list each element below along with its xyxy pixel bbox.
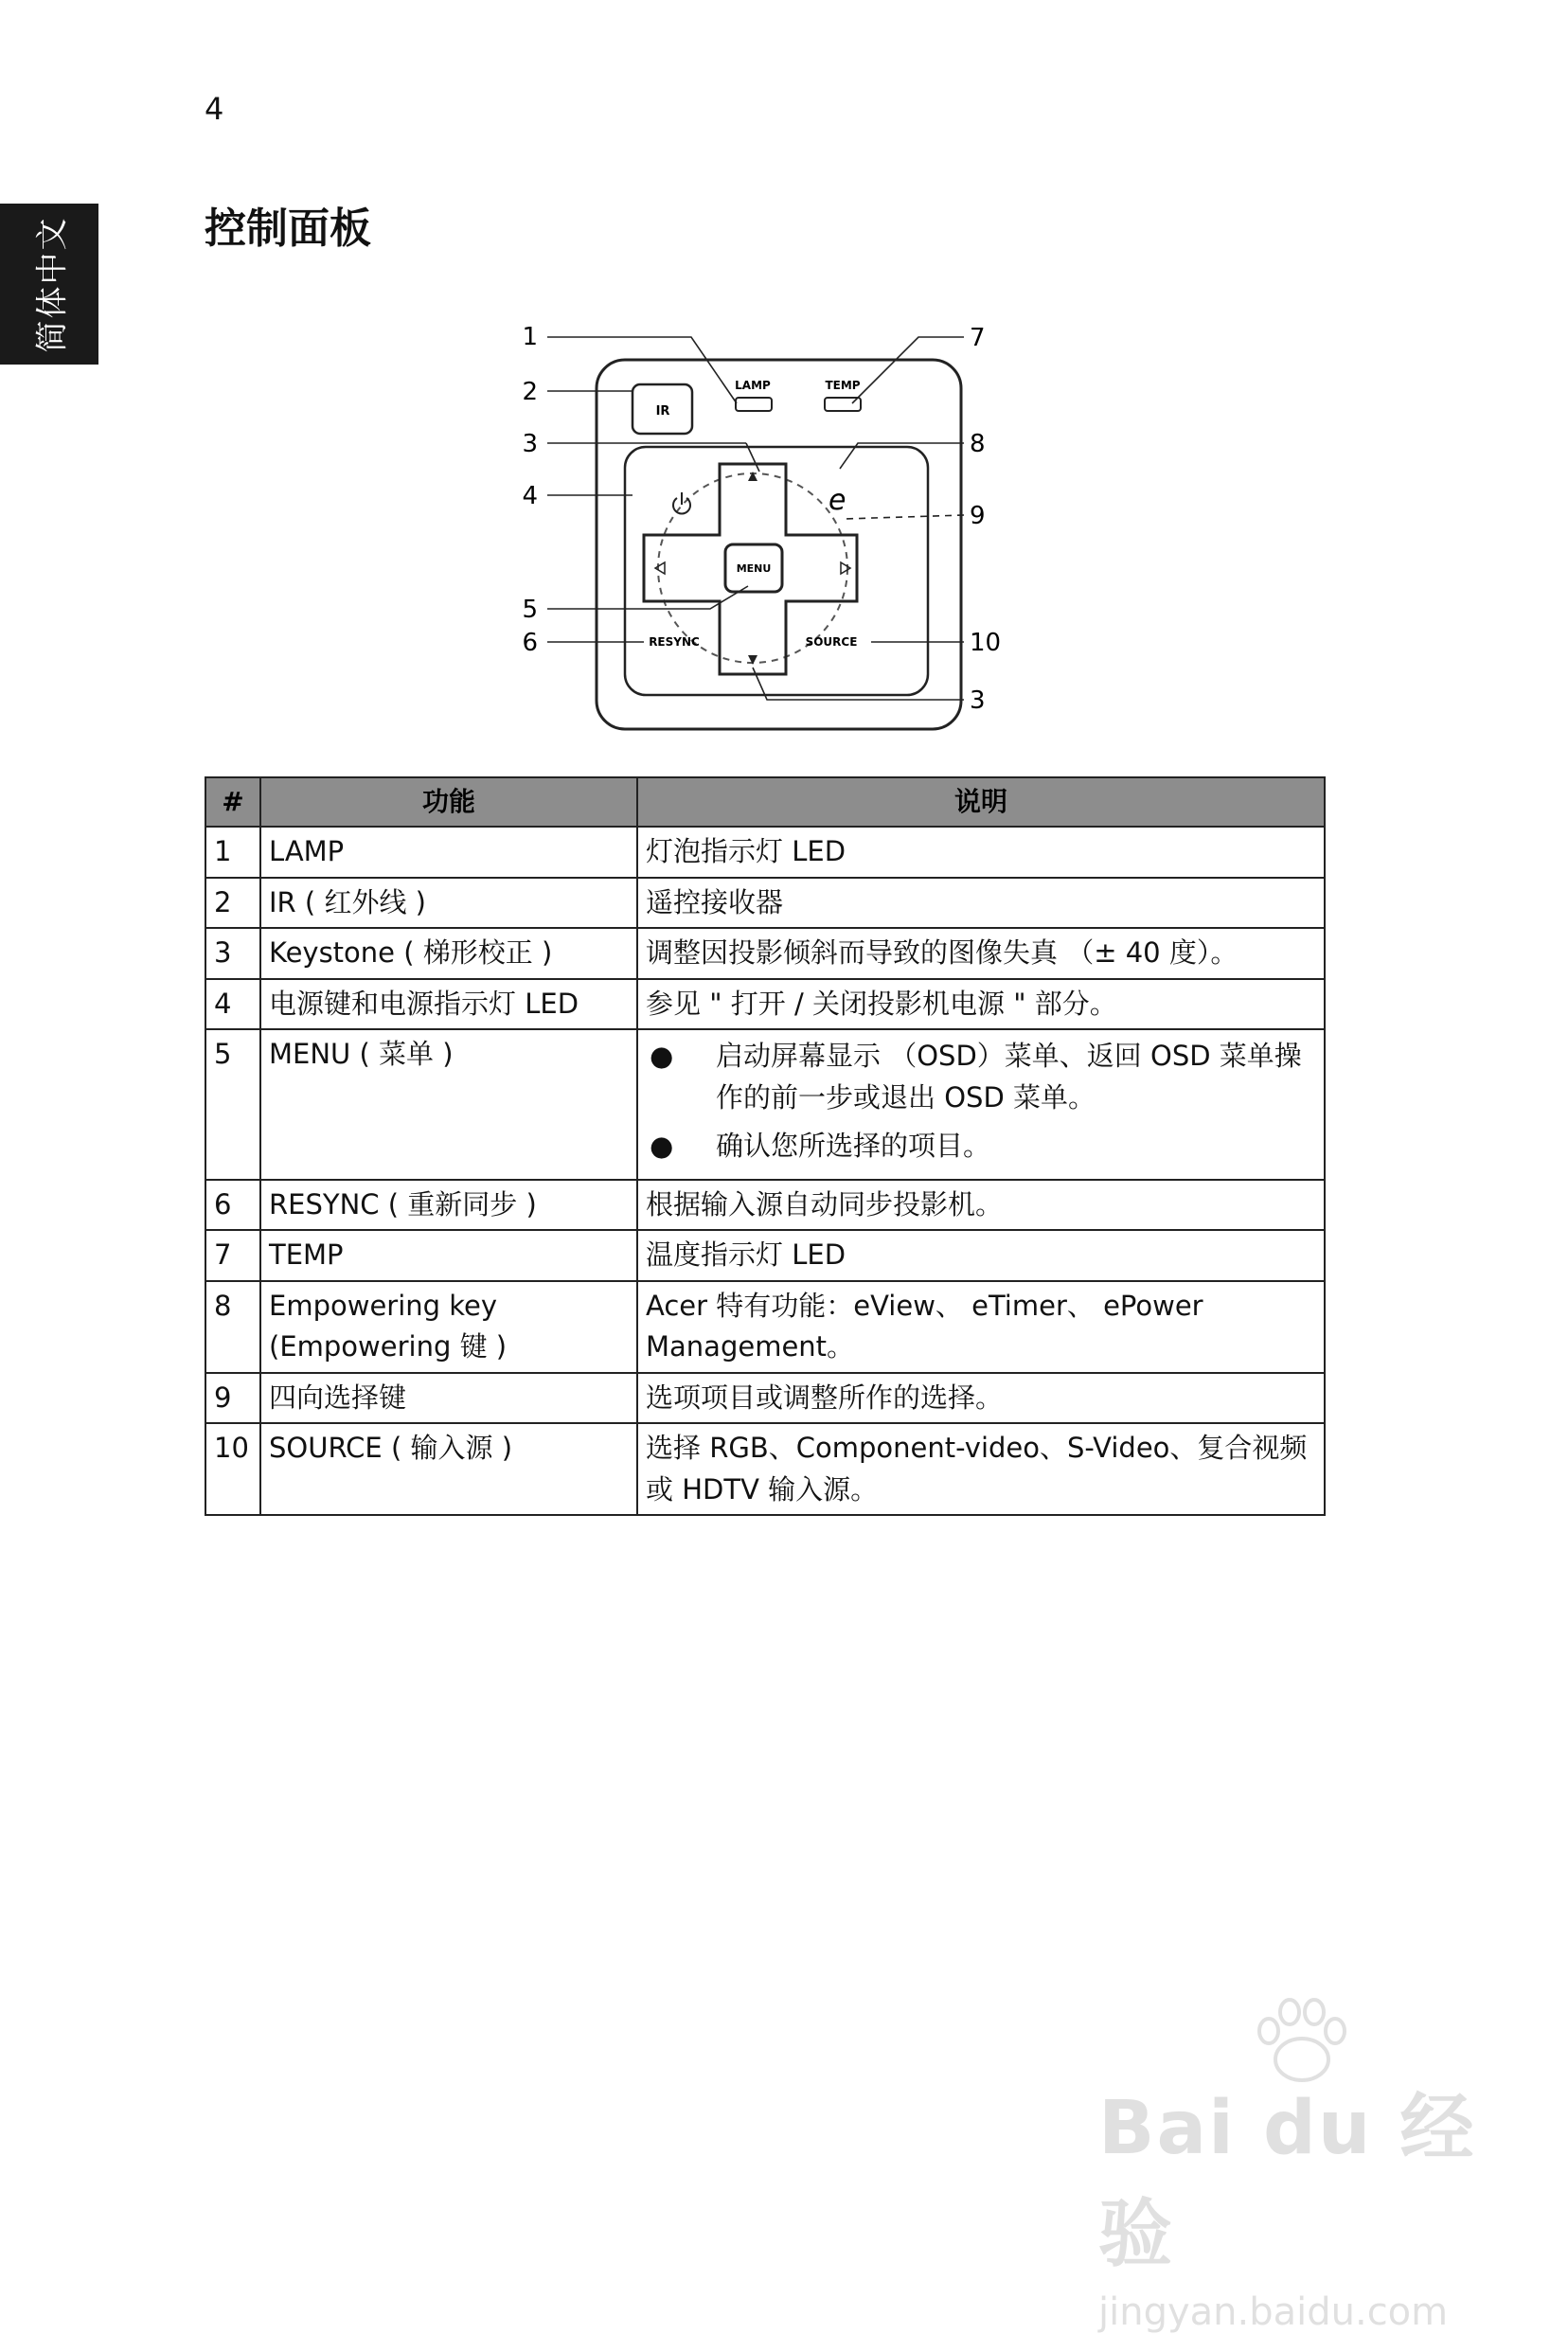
- bullet-item: [646, 1036, 1316, 1118]
- arrow-right-icon: [841, 562, 850, 574]
- arrow-left-icon: [655, 562, 665, 574]
- header-description: 说明: [637, 777, 1325, 827]
- menu-label: MENU: [736, 562, 772, 575]
- section-heading: 控制面板: [205, 205, 371, 253]
- row-num: 8: [205, 1281, 260, 1373]
- row-feature: 电源键和电源指示灯 LED: [260, 979, 637, 1030]
- watermark-logo-text: Bai du 经验: [1098, 2086, 1476, 2277]
- row-feature: RESYNC ( 重新同步 ): [260, 1180, 637, 1231]
- row-description: 温度指示灯 LED: [637, 1230, 1325, 1281]
- empowering-e-icon: e: [829, 484, 846, 517]
- row-num: 4: [205, 979, 260, 1030]
- row-num: 6: [205, 1180, 260, 1231]
- row-num: 10: [205, 1423, 260, 1515]
- row-description: 灯泡指示灯 LED: [637, 827, 1325, 878]
- row-num: 5: [205, 1029, 260, 1180]
- table-row: [205, 979, 1325, 1030]
- callout-8: 8: [970, 430, 986, 458]
- bullet-dot-icon: ●: [650, 1130, 674, 1162]
- table-row: [205, 1230, 1325, 1281]
- feature-table: [205, 776, 1326, 1516]
- ir-label: IR: [655, 404, 670, 419]
- row-description: 根据输入源自动同步投影机。: [637, 1180, 1325, 1231]
- bullet-dot-icon: ●: [650, 1040, 674, 1072]
- callout-6: 6: [522, 629, 538, 657]
- row-feature: SOURCE ( 输入源 ): [260, 1423, 637, 1515]
- callout-7: 7: [970, 324, 986, 352]
- header-function: 功能: [260, 777, 637, 827]
- lamp-led: [736, 398, 772, 411]
- row-feature: 四向选择键: [260, 1373, 637, 1424]
- bullet-text: 启动屏幕显示 （OSD）菜单、返回 OSD 菜单操作的前一步或退出 OSD 菜单。: [716, 1040, 1302, 1114]
- table-header-row: [205, 777, 1325, 827]
- paw-logo-icon: [1250, 1993, 1354, 2088]
- bullet-item: [646, 1126, 1316, 1167]
- header-num: #: [205, 777, 260, 827]
- row-description: 参见 " 打开 / 关闭投影机电源 " 部分。: [637, 979, 1325, 1030]
- table-row: [205, 1373, 1325, 1424]
- lamp-label: LAMP: [735, 379, 771, 392]
- row-description: 调整因投影倾斜而导致的图像失真 （± 40 度）。: [637, 928, 1325, 979]
- language-side-tab: [0, 204, 98, 365]
- baidu-watermark: [1098, 2003, 1496, 2334]
- callout-9: 9: [970, 502, 986, 530]
- row-feature: TEMP: [260, 1230, 637, 1281]
- callout-10: 10: [970, 629, 1002, 657]
- table-row: [205, 827, 1325, 878]
- callout-3-top: 3: [522, 430, 538, 458]
- watermark-url: jingyan.baidu.com: [1098, 2290, 1449, 2334]
- row-feature: LAMP: [260, 827, 637, 878]
- callout-5: 5: [522, 596, 538, 624]
- table-row: [205, 928, 1325, 979]
- page-number: 4: [205, 91, 224, 127]
- row-description: 选项项目或调整所作的选择。: [637, 1373, 1325, 1424]
- table-row: [205, 1281, 1325, 1373]
- table-row: [205, 1180, 1325, 1231]
- table-row: [205, 1423, 1325, 1515]
- row-num: 9: [205, 1373, 260, 1424]
- control-panel-svg: [511, 312, 1013, 739]
- row-num: 2: [205, 878, 260, 929]
- row-feature: Empowering key (Empowering 键 ): [260, 1281, 637, 1373]
- side-tab-label: 简体中文: [33, 216, 72, 352]
- table-row: [205, 1029, 1325, 1180]
- row-feature: IR ( 红外线 ): [260, 878, 637, 929]
- row-description: Acer 特有功能：eView、 eTimer、 ePower Management。: [637, 1281, 1325, 1373]
- row-num: 1: [205, 827, 260, 878]
- row-description: 选择 RGB、Component-video、S-Video、复合视频或 HDTV 输入源。: [637, 1423, 1325, 1515]
- table-row: [205, 878, 1325, 929]
- callout-3-bottom: 3: [970, 686, 986, 715]
- row-description: [637, 1029, 1325, 1180]
- row-num: 7: [205, 1230, 260, 1281]
- bullet-text: 确认您所选择的项目。: [716, 1130, 991, 1162]
- row-feature: MENU ( 菜单 ): [260, 1029, 637, 1180]
- control-panel-diagram: [511, 312, 1013, 739]
- temp-label: TEMP: [825, 379, 861, 392]
- power-icon: [673, 492, 690, 513]
- row-num: 3: [205, 928, 260, 979]
- callout-2: 2: [522, 378, 538, 406]
- row-description: 遥控接收器: [637, 878, 1325, 929]
- row-feature: Keystone ( 梯形校正 ): [260, 928, 637, 979]
- callout-4: 4: [522, 482, 538, 510]
- callout-1: 1: [522, 323, 538, 351]
- source-label: SOURCE: [805, 635, 858, 649]
- resync-label: RESYNC: [649, 635, 700, 649]
